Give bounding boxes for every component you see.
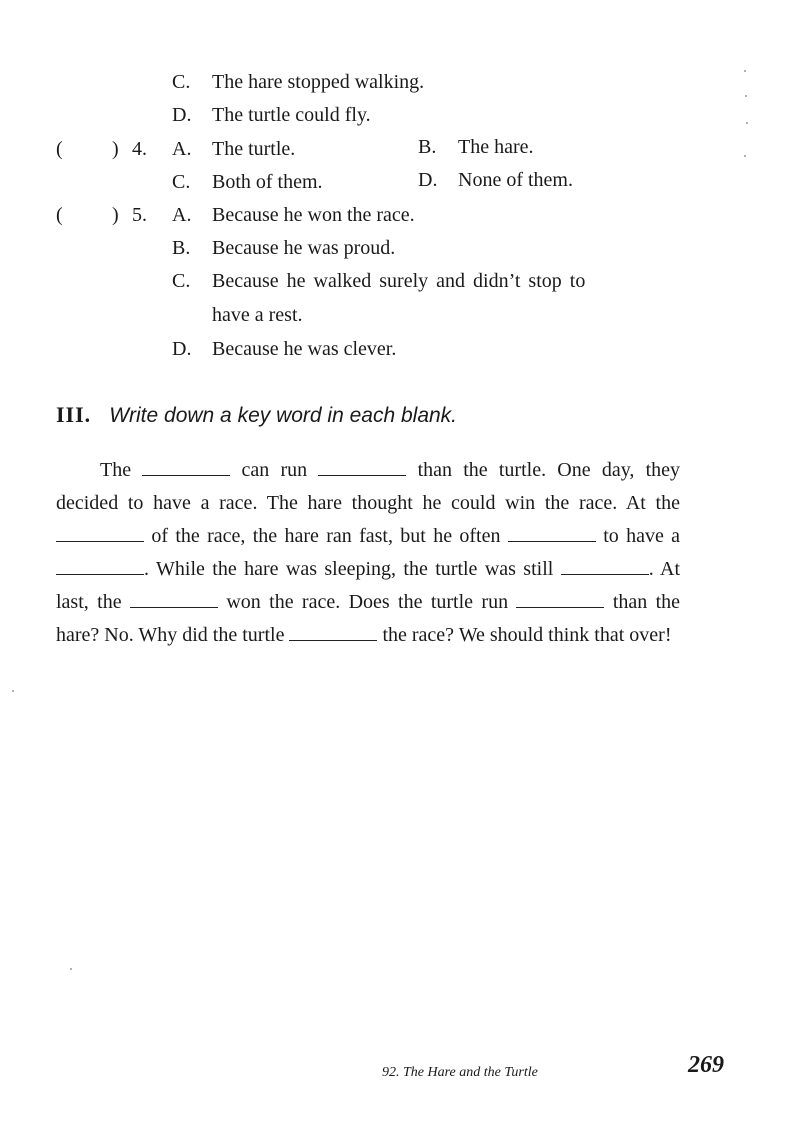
- scan-speck: [12, 690, 14, 692]
- q3-option-d: [172, 103, 371, 127]
- answer-paren-close: ): [112, 138, 119, 160]
- answer-blank[interactable]: [56, 525, 144, 542]
- option-letter: D.: [172, 338, 192, 360]
- cloze-passage: [56, 454, 680, 652]
- option-letter: C.: [172, 171, 191, 193]
- passage-text: The: [100, 459, 132, 481]
- passage-text: to have a: [603, 525, 681, 547]
- option-text: Because he walked surely and didn’t stop to: [212, 270, 586, 292]
- passage-text: of the race, the hare ran fast, but he often: [151, 525, 501, 547]
- answer-blank[interactable]: [289, 624, 377, 641]
- option-text: have a rest.: [212, 304, 303, 326]
- answer-blank[interactable]: [516, 591, 604, 608]
- page-number: 269: [688, 1052, 724, 1078]
- lesson-title-footer: 92. The Hare and the Turtle: [382, 1065, 538, 1080]
- option-letter: A.: [172, 138, 192, 160]
- option-letter: A.: [172, 204, 192, 226]
- option-letter: B.: [172, 237, 191, 259]
- section-instruction: Write down a key word in each blank.: [109, 404, 458, 427]
- answer-paren-close: ): [112, 204, 119, 226]
- answer-blank[interactable]: [508, 525, 596, 542]
- passage-text: than the hare? No. Why did the turtle: [56, 591, 681, 646]
- option-letter: B.: [418, 136, 437, 158]
- q4-option-c: [172, 170, 323, 194]
- option-text: The turtle could fly.: [212, 104, 371, 126]
- option-letter: D.: [172, 104, 192, 126]
- q5-option-c-continued: [212, 303, 303, 327]
- scan-speck: [746, 122, 748, 124]
- scan-speck: [70, 968, 72, 970]
- option-text: The hare stopped walking.: [212, 71, 425, 93]
- option-text: The turtle.: [212, 138, 296, 160]
- passage-text: won the race. Does the turtle run: [226, 591, 509, 613]
- scan-speck: [745, 95, 747, 97]
- q4-option-a: [172, 137, 295, 161]
- passage-text: . At last, the: [56, 558, 680, 613]
- option-text: Because he was clever.: [212, 338, 397, 360]
- option-letter: C.: [172, 270, 191, 292]
- q3-option-c: [172, 70, 424, 94]
- answer-blank[interactable]: [561, 558, 649, 575]
- option-letter: D.: [418, 169, 438, 191]
- answer-paren-open: (: [56, 204, 63, 226]
- passage-text: than the turtle. One day, they decided to have a race. The hare thought he could win the race. At the: [56, 459, 681, 514]
- scan-speck: [744, 70, 746, 72]
- option-text: The hare.: [458, 136, 534, 158]
- q5-option-b: [172, 236, 395, 260]
- question-number: 4.: [132, 138, 147, 160]
- option-text: Because he was proud.: [212, 237, 396, 259]
- section-numeral: III.: [56, 402, 92, 427]
- section-heading: [56, 402, 457, 428]
- q5-option-c: [172, 269, 585, 293]
- answer-paren-open: (: [56, 138, 63, 160]
- passage-text: the race? We should think that over!: [382, 624, 672, 646]
- answer-blank[interactable]: [142, 459, 230, 476]
- q5-option-d: [172, 337, 396, 361]
- q5-option-a: [172, 203, 415, 227]
- passage-text: can run: [241, 459, 308, 481]
- option-text: Because he won the race.: [212, 204, 415, 226]
- option-text: Both of them.: [212, 171, 323, 193]
- answer-blank[interactable]: [318, 459, 406, 476]
- question-number: 5.: [132, 204, 147, 226]
- option-letter: C.: [172, 71, 191, 93]
- option-text: None of them.: [458, 169, 573, 191]
- answer-blank[interactable]: [130, 591, 218, 608]
- q4-option-b: [418, 135, 534, 159]
- scan-speck: [744, 155, 746, 157]
- q4-option-d: [418, 168, 573, 192]
- answer-blank[interactable]: [56, 558, 144, 575]
- passage-text: . While the hare was sleeping, the turtle was still: [144, 558, 554, 580]
